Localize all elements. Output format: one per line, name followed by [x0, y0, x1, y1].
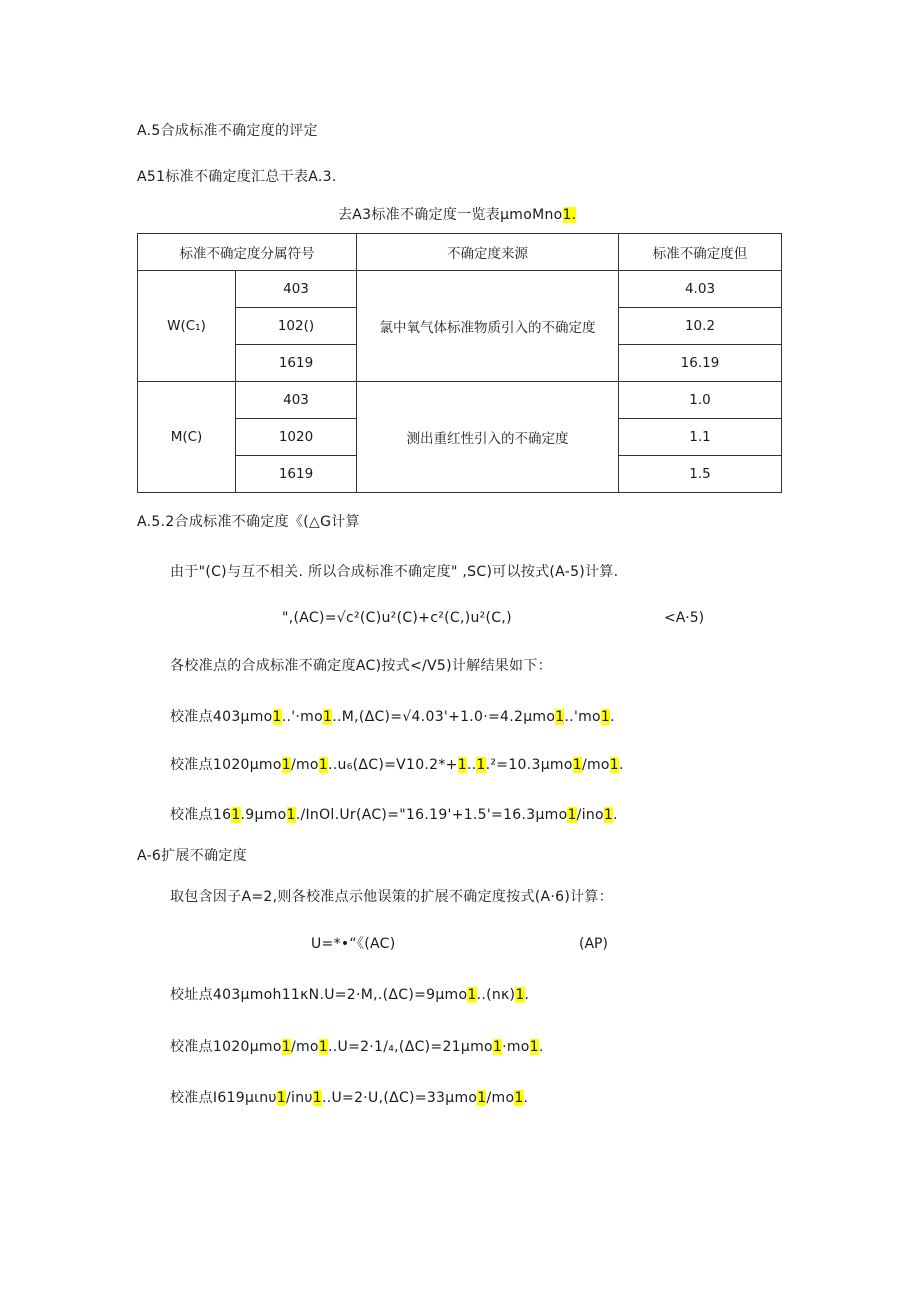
section-a6-title: A-6扩展不确定度	[137, 848, 247, 864]
table-caption-text: 去A3标准不确定度一览表μmoMno	[338, 207, 563, 223]
a52-result-1020	[170, 755, 624, 775]
section-a51-title: A51标准不确定度汇总干表A.3.	[137, 169, 337, 185]
uncertainty-table	[137, 233, 782, 493]
result-text: ..U=2·U,(ΔC)=33μmo	[322, 1090, 478, 1106]
result-text: /mo	[290, 1039, 319, 1055]
result-text: /mo	[486, 1090, 515, 1106]
table-caption-highlight: 1.	[562, 207, 577, 223]
result-text: 校准点403μmo	[170, 709, 273, 725]
a52-result-1619	[170, 805, 618, 825]
header-source: 不确定度来源	[357, 234, 619, 271]
result-text: 校址点403μmoh11κN.U=2·M,.(ΔC)=9μmo	[170, 987, 468, 1003]
group1-value: 16.19	[619, 345, 782, 382]
a6-formula-number: (AP)	[579, 936, 608, 952]
highlight-mark: 1	[572, 757, 582, 773]
highlight-mark: 1	[515, 987, 525, 1003]
result-text: /inυ	[286, 1090, 313, 1106]
result-text: ./InOl.Ur(AC)="16.19'+1.5'=16.3μmo	[295, 807, 568, 823]
a6-formula: U=*•“《(AC)	[311, 936, 396, 952]
group1-symbol: W(C₁)	[138, 271, 236, 382]
highlight-mark: 1	[281, 1039, 291, 1055]
a52-result-403	[170, 707, 615, 727]
result-text: ..(nκ)	[476, 987, 516, 1003]
result-text: /mo	[290, 757, 319, 773]
result-text: 校准点1020μmo	[170, 757, 282, 773]
result-text: .	[524, 987, 530, 1003]
a6-intro: 取包含因子A=2,则各校准点示他误策的扩展不确定度按式(A·6)计算：	[170, 889, 614, 905]
highlight-mark: 1	[322, 709, 333, 725]
result-text: .	[613, 807, 618, 823]
highlight-mark: 1	[276, 1090, 286, 1106]
highlight-mark: 1	[281, 757, 291, 773]
a6-result-1619	[170, 1088, 528, 1108]
a6-result-1020	[170, 1037, 544, 1057]
table-caption	[338, 205, 576, 225]
highlight-mark: 1	[567, 807, 577, 823]
result-text: 校准点1020μmo	[170, 1039, 282, 1055]
highlight-mark: 1	[555, 709, 565, 725]
group2-point: 403	[236, 382, 357, 419]
group1-value: 4.03	[619, 271, 782, 308]
group2-point: 1619	[236, 456, 357, 493]
a6-result-403	[170, 985, 529, 1005]
result-text: ..'mo	[564, 709, 601, 725]
highlight-mark: 1	[231, 807, 241, 823]
highlight-mark: 1	[600, 709, 611, 725]
highlight-mark: 1	[609, 757, 619, 773]
result-text: .	[523, 1090, 529, 1106]
highlight-mark: 1	[286, 807, 296, 823]
result-text: 校准点I619μιnυ	[170, 1090, 277, 1106]
result-text: .9μmo	[240, 807, 287, 823]
group2-value: 1.1	[619, 419, 782, 456]
group2-source: 测出重红性引入的不确定度	[357, 382, 619, 493]
result-text: ..u₆(ΔC)=V10.2*+	[328, 757, 458, 773]
highlight-mark: 1	[457, 757, 467, 773]
highlight-mark: 1	[467, 987, 477, 1003]
result-text: .	[538, 1039, 544, 1055]
highlight-mark: 1	[477, 1090, 487, 1106]
group1-point: 102()	[236, 308, 357, 345]
group1-value: 10.2	[619, 308, 782, 345]
result-text: ..U=2·1/₄,(ΔC)=21μmo	[328, 1039, 493, 1055]
result-text: /ino	[576, 807, 604, 823]
result-text: .	[618, 757, 624, 773]
group2-value: 1.5	[619, 456, 782, 493]
highlight-mark: 1	[318, 1039, 329, 1055]
group2-point: 1020	[236, 419, 357, 456]
group1-point: 1619	[236, 345, 357, 382]
highlight-mark: 1	[312, 1090, 322, 1106]
highlight-mark: 1	[476, 757, 486, 773]
result-text: 校准点16	[170, 807, 232, 823]
a52-formula: ",(AC)=√c²(C)u²(C)+c²(C,)u²(C,)	[282, 610, 512, 626]
highlight-mark: 1	[603, 807, 614, 823]
group2-symbol: M(C)	[138, 382, 236, 493]
result-text: /mo	[581, 757, 610, 773]
highlight-mark: 1	[514, 1090, 524, 1106]
result-text: ·mo	[502, 1039, 530, 1055]
section-a52-title: A.5.2合成标准不确定度《(△G计算	[137, 514, 360, 530]
a52-formula-number: <A·5)	[664, 610, 705, 626]
header-value: 标准不确定度但	[619, 234, 782, 271]
result-text: .	[610, 709, 615, 725]
table-row	[138, 271, 782, 308]
table-row	[138, 382, 782, 419]
result-text: ..	[466, 757, 477, 773]
result-text: .²=10.3μmo	[485, 757, 573, 773]
highlight-mark: 1	[318, 757, 329, 773]
section-a5-title: A.5合成标准不确定度的评定	[137, 123, 318, 139]
a52-results-intro: 各校准点的合成标准不确定度AC)按式</V5)计解结果如下：	[170, 658, 552, 674]
highlight-mark: 1	[529, 1039, 539, 1055]
result-text: ..M,(ΔC)=√4.03'+1.0·=4.2μmo	[332, 709, 556, 725]
table-header-row	[138, 234, 782, 271]
header-symbol: 标准不确定度分属符号	[138, 234, 357, 271]
highlight-mark: 1	[492, 1039, 503, 1055]
a52-intro: 由于"(C)与互不相关. 所以合成标准不确定度" ,SC)可以按式(A-5)计算.	[170, 564, 619, 580]
group1-source: 氯中氧气体标准物质引入的不确定度	[357, 271, 619, 382]
group1-point: 403	[236, 271, 357, 308]
group2-value: 1.0	[619, 382, 782, 419]
highlight-mark: 1	[272, 709, 282, 725]
result-text: ..'·mo	[281, 709, 323, 725]
